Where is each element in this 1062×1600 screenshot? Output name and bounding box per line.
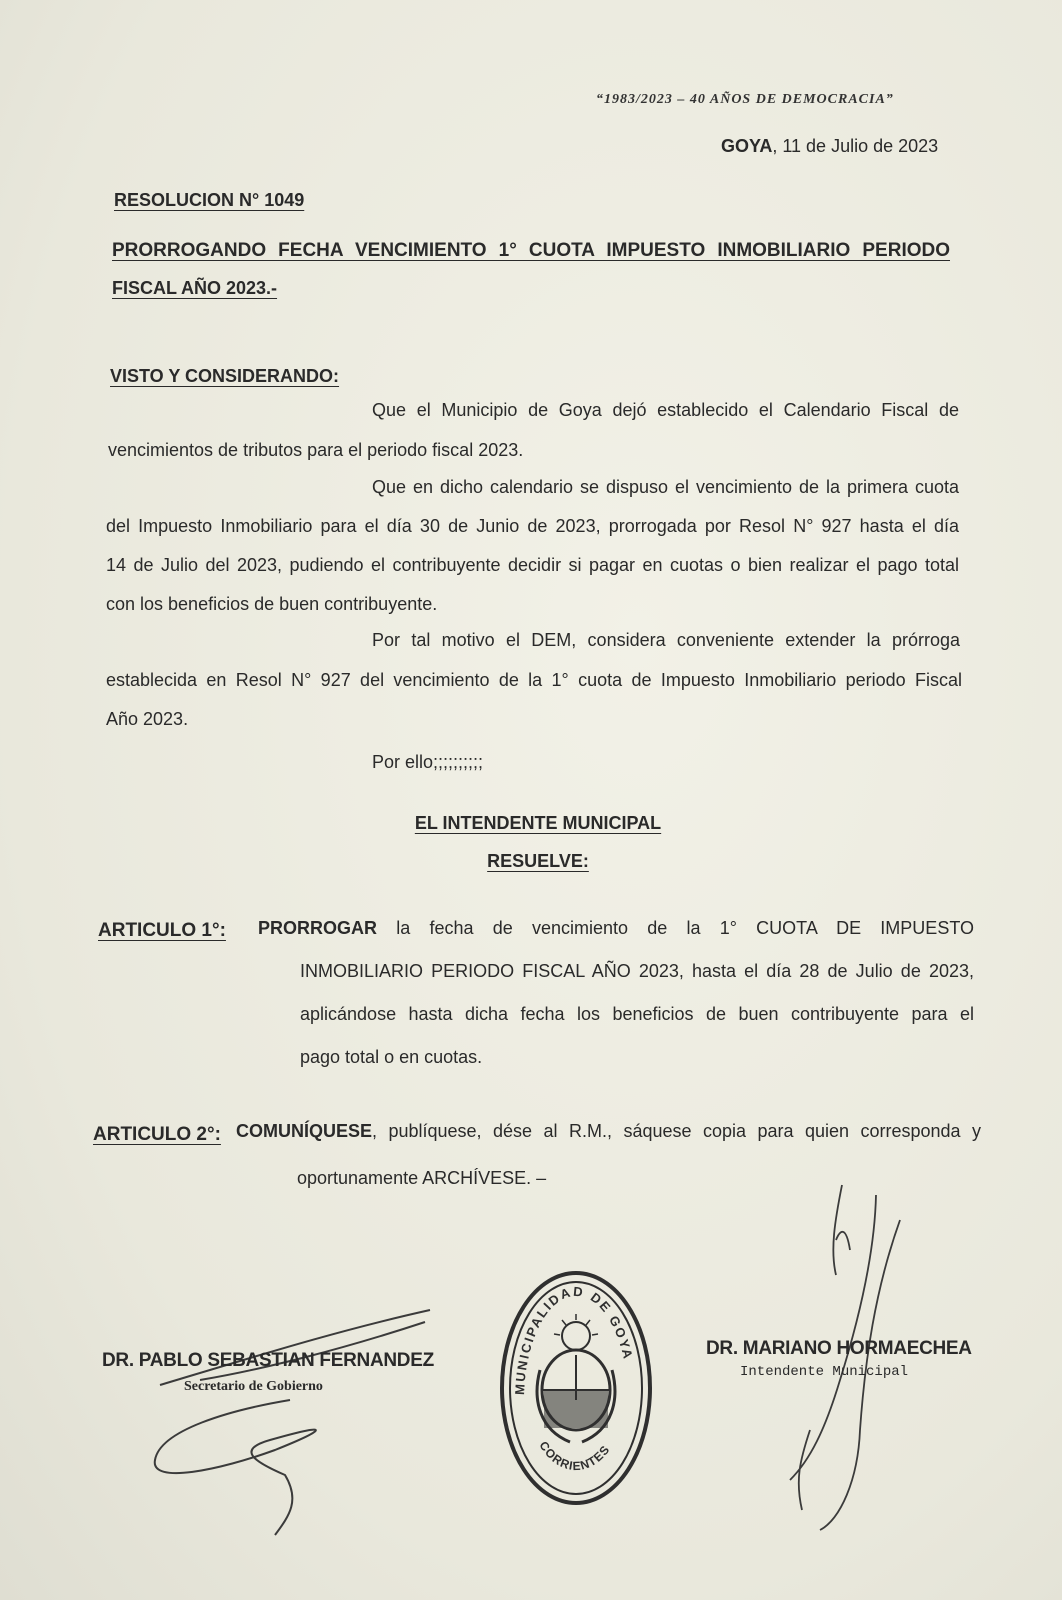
- right-signatory-role: Intendente Municipal: [740, 1364, 909, 1380]
- date: , 11 de Julio de 2023: [772, 136, 939, 156]
- right-signature-scribble: [780, 1180, 920, 1540]
- article-1-line-1: [258, 918, 974, 939]
- resolves-heading: RESUELVE:: [487, 851, 589, 871]
- article-2-line-2: oportunamente ARCHÍVESE. –: [297, 1168, 547, 1188]
- article-1-line-2: INMOBILIARIO PERIODO FISCAL AÑO 2023, hasta el día 28 de Julio de 2023,: [300, 961, 974, 981]
- left-signature-scribble: [140, 1300, 450, 1540]
- paragraph-2-line-1: Que en dicho calendario se dispuso el vencimiento de la primera cuota: [372, 477, 959, 497]
- authority-title: EL INTENDENTE MUNICIPAL: [414, 813, 662, 833]
- paragraph-1-line-2: vencimientos de tributos para el periodo fiscal 2023.: [108, 440, 524, 460]
- article-2-text: , publíquese, dése al R.M., sáquese copia para quien corresponda y: [372, 1121, 981, 1141]
- municipal-seal: [500, 1270, 652, 1506]
- coat-of-arms-icon: [537, 1314, 615, 1442]
- left-signatory-name: DR. PABLO SEBASTIAN FERNANDEZ: [102, 1350, 434, 1371]
- motto: “1983/2023 – 40 AÑOS DE DEMOCRACIA”: [596, 92, 894, 107]
- paragraph-3-line-3: Año 2023.: [106, 709, 189, 729]
- seal-top-text: MUNICIPALIDAD DE GOYA: [511, 1283, 636, 1396]
- por-ello: Por ello;;;;;;;;;;: [372, 752, 484, 772]
- paragraph-2-line-2: del Impuesto Inmobiliario para el día 30 de Junio de 2023, prorrogada por Resol N° 927 hasta el día: [106, 516, 959, 536]
- resolution-title-line-1: PRORROGANDO FECHA VENCIMIENTO 1° CUOTA IMPUESTO INMOBILIARIO PERIODO: [112, 240, 950, 261]
- article-1-line-3: aplicándose hasta dicha fecha los beneficios de buen contribuyente para el: [300, 1004, 974, 1024]
- left-signatory-role: Secretario de Gobierno: [184, 1379, 323, 1394]
- article-2-keyword: COMUNÍQUESE: [236, 1121, 373, 1141]
- article-1-line-4: pago total o en cuotas.: [300, 1047, 483, 1067]
- resolution-title-line-2: FISCAL AÑO 2023.-: [112, 278, 278, 298]
- paragraph-2-line-3: 14 de Julio del 2023, pudiendo el contribuyente decidir si pagar en cuotas o bien realizar el pago total: [106, 555, 959, 575]
- article-1-label: ARTICULO 1°:: [98, 920, 226, 941]
- city: GOYA: [721, 136, 773, 156]
- considerations-heading: VISTO Y CONSIDERANDO:: [110, 366, 340, 386]
- right-signatory-name: DR. MARIANO HORMAECHEA: [706, 1338, 972, 1359]
- seal-bottom-text: CORRIENTES: [536, 1438, 613, 1474]
- paragraph-3-line-1: Por tal motivo el DEM, considera conveniente extender la prórroga: [372, 630, 960, 650]
- article-1-keyword: PRORROGAR: [258, 918, 378, 938]
- paragraph-2-line-4: con los beneficios de buen contribuyente.: [106, 594, 438, 614]
- paragraph-3-line-2: establecida en Resol N° 927 del vencimiento de la 1° cuota de Impuesto Inmobiliario periodo Fiscal: [106, 670, 962, 690]
- resolution-number: RESOLUCION N° 1049: [114, 190, 305, 210]
- place-date: [721, 136, 938, 157]
- article-1-text: la fecha de vencimiento de la 1° CUOTA DE IMPUESTO: [396, 918, 974, 938]
- article-2-line-1: [236, 1121, 981, 1142]
- paragraph-1-line-1: Que el Municipio de Goya dejó establecido el Calendario Fiscal de: [372, 400, 959, 420]
- article-2-label: ARTICULO 2°:: [93, 1124, 221, 1145]
